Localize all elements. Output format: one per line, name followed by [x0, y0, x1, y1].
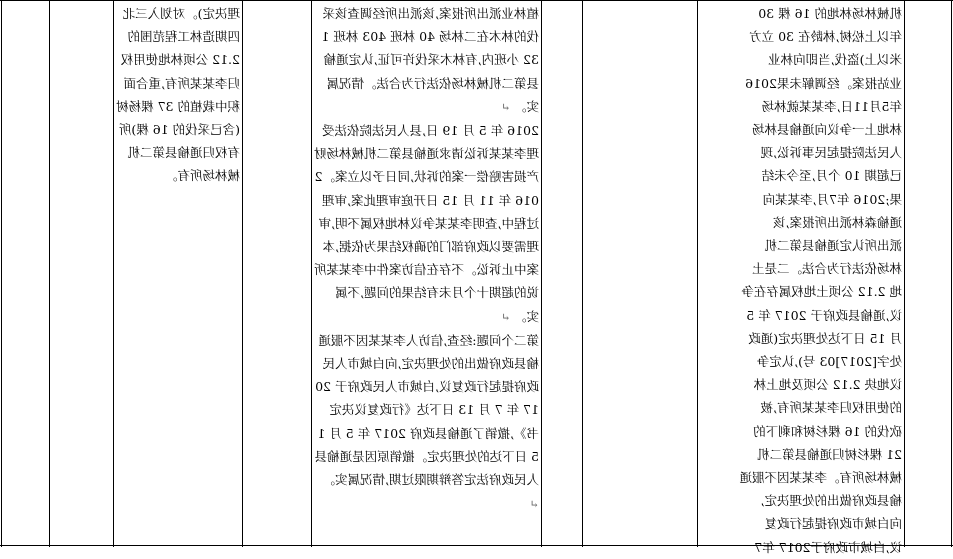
complaint-line: 年以上松树,林龄在 30 立方	[749, 29, 902, 45]
complaint-line: 21 棵杉树归通榆县第二机	[757, 446, 902, 462]
col-border	[697, 0, 698, 547]
complaint-line: 向白城市政府提起行政复	[764, 516, 902, 532]
col-border	[1, 0, 2, 547]
col-border	[49, 0, 50, 547]
investigation-paragraph: 第二个问题:经查,信访人李某某因不服通榆县政府做出的处理决定,向白城市人民政府提起行政复议,白城市人民政府于 2017 年 7 月 13 日下达《行政复议决定书》,撤销了通榆县政府 2017 年 5 月 15 日下达的处理决定。撤销原因是通榆县人民政府法定答辩期限过期,情况属实。	[314, 332, 539, 488]
cell-handling-opinion	[116, 2, 240, 188]
complaint-line: 已超期 10 个月,至今未结	[761, 168, 902, 184]
col-border	[113, 0, 114, 547]
cell-investigation-result	[314, 2, 539, 516]
complaint-line: 林地上一争议向通榆县林场	[751, 122, 902, 138]
col-border	[951, 0, 952, 547]
complaint-line: 的使用权归李某某所有,被	[760, 400, 902, 416]
col-border	[904, 0, 905, 547]
paragraph-mark-icon: ↵	[529, 498, 539, 512]
table-top-border	[0, 0, 953, 1]
complaint-line: 砍伐的 16 棵杉树和剩下的	[753, 423, 902, 439]
paragraph-mark-icon: ↵	[501, 100, 514, 114]
investigation-paragraph: 2016 年 5 月 19 日,县人民法院依法受理李某某诉讼请求通榆县第二机械林场财产损害赔偿一案的诉状,同日予以立案。2016 年 11 月 15 日开庭审理此案,审理过程中,查明李某某争议林地权属不明,审理需要以政府部门的确权结果为依据,本案中止诉讼。不存在信访案件中李某某所说的超期十个月未有结果的问题,不属实。	[314, 123, 539, 324]
complaint-line: 果;2016 年7月,李某某向	[762, 191, 902, 207]
complaint-line: 机械林场林地的 16 棵 30	[758, 6, 902, 21]
complaint-line: 榆县政府做出的处理决定,	[760, 493, 902, 509]
complaint-line: 米以上)盗伐,当即向林业	[768, 52, 902, 68]
complaint-line: 处字[2017]03 号),认定争	[756, 354, 902, 370]
complaint-line: 通榆森林派出所报案,该	[773, 214, 902, 230]
complaint-line: 议地块 2.12 公顷及地上林	[753, 377, 902, 393]
complaint-line: 年5月11日,李某某就林场	[761, 98, 902, 114]
handling-paragraph: 理决定)。对划入三北四期造林工程范围的 2.12 公顷林地使用权归李某某所有,重合面积中栽植的 37 棵杨树(含已采伐的 16 棵)所有权归通榆县第二机械林场所有。	[116, 6, 240, 184]
complaint-line: 月 15 日下达处理决定(通政	[748, 330, 902, 346]
complaint-line: 林场依法行为合法。二是土	[751, 261, 902, 277]
complaint-line: 人民法院提起民事诉讼,现	[760, 145, 902, 161]
col-border	[311, 0, 312, 547]
col-border	[582, 0, 583, 547]
cell-complaint-content	[700, 2, 902, 559]
col-border	[541, 0, 542, 547]
complaint-line: 派出所认定通榆县第二机	[764, 238, 902, 254]
col-border	[242, 0, 243, 547]
paragraph-mark-icon: ↵	[501, 310, 514, 324]
complaint-line: 议,白城市政府于2017 年7	[754, 539, 902, 555]
complaint-line: 械林场所有。李某某因不服通	[739, 470, 902, 486]
investigation-paragraph: 植林业派出所报案,该派出所经调查该采伐的林木在二林场 40 林班 403 林班 132 小班内,有林木采伐许可证,认定通榆县第二机械林场依法行为合法。情况属实。	[321, 6, 539, 114]
complaint-line: 议,通榆县政府于 2017 年 5	[746, 307, 902, 323]
complaint-line: 地 2.12 公顷土地权属存在争	[741, 284, 902, 300]
complaint-line: 业站报案。经调解未果2016	[745, 75, 902, 91]
